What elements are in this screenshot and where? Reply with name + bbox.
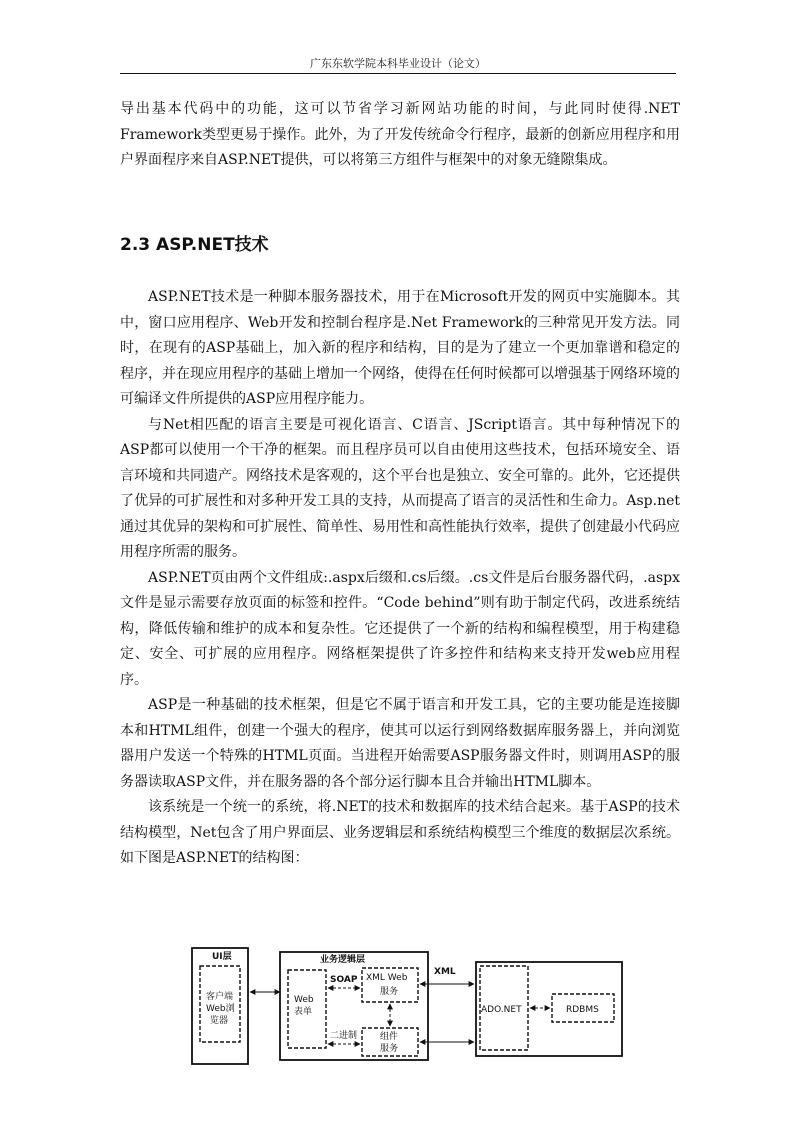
intro-block: [120, 97, 680, 174]
xml-label: XML: [434, 967, 456, 977]
client-label-1: 客户端: [206, 992, 234, 1002]
ui-layer-label: UI层: [212, 952, 232, 962]
page-header: 广东东软学院本科毕业设计（论文）: [310, 57, 486, 70]
paragraph-5: 该系统是一个统一的系统，将.NET的技术和数据库的技术结合起来。基于ASP的技术结构模型，Net包含了用户界面层、业务逻辑层和系统结构模型三个维度的数据层次系统。如下图是ASP.NET的结构图：: [120, 799, 680, 866]
xml-web-label: XML Web: [366, 973, 408, 983]
xml-service-label: 服务: [380, 987, 399, 997]
architecture-diagram: [190, 942, 630, 1072]
component-service-label: 服务: [380, 1044, 399, 1054]
paragraph-2: 与Net相匹配的语言主要是可视化语言、C语言、JScript语言。其中每种情况下的ASP都可以使用一个干净的框架。而且程序员可以自由使用这些技术，包括环境安全、语言环境和共同遗产。网络技术是客观的，这个平台也是独立、安全可靠的。此外，它还提供了优异的可扩展性和对多种开发工具的支持，从而提高了语言的灵活性和生命力。Asp.net通过其优异的架构和可扩展性、简单性、易用性和高性能执行效率，提供了创建最小代码应用程序所需的服务。: [120, 416, 680, 560]
client-label-3: 览器: [210, 1016, 229, 1026]
web-form-label-1: Web: [294, 995, 314, 1005]
binary-label: 二进制: [330, 1031, 358, 1041]
client-label-2: Web浏: [206, 1004, 235, 1014]
paragraph-1: ASP.NET技术是一种脚本服务器技术，用于在Microsoft开发的网页中实施脚本。其中，窗口应用程序、Web开发和控制台程序是.Net Framework的三种常见开发方法。同时，在现有的ASP基础上，加入新的程序和结构，目的是为了建立一个更加靠谱和稳定的程序，并在现应用程序的基础上增加一个网络，使得在任何时候都可以增强基于网络环境的可编译文件所提供的ASP应用程序能力。: [120, 289, 680, 407]
intro-paragraph: 导出基本代码中的功能，这可以节省学习新网站功能的时间，与此同时使得.NET Framework类型更易于操作。此外，为了开发传统命令行程序，最新的创新应用程序和用户界面程序来自ASP.NET提供，可以将第三方组件与框架中的对象无缝隙集成。: [120, 101, 680, 168]
paragraph-4: ASP是一种基础的技术框架，但是它不属于语言和开发工具，它的主要功能是连接脚本和HTML组件，创建一个强大的程序，使其可以运行到网络数据库服务器上，并向浏览器用户发送一个特殊的HTML页面。当进程开始需要ASP服务器文件时，则调用ASP的服务器读取ASP文件，并在服务器的各个部分运行脚本且合并输出HTML脚本。: [120, 697, 680, 790]
paragraph-3: ASP.NET页由两个文件组成:.aspx后缀和.cs后缀。.cs文件是后台服务器代码，.aspx文件是显示需要存放页面的标签和控件。“Code behind”则有助于制定代码，改进系统结构，降低传输和维护的成本和复杂性。它还提供了一个新的结构和编程模型，用于构建稳定、安全、可扩展的应用程序。网络框架提供了许多控件和结构来支持开发web应用程序。: [120, 569, 680, 688]
soap-label: SOAP: [330, 975, 358, 985]
web-form-label-2: 表单: [294, 1007, 313, 1017]
section-heading: 2.3 ASP.NET技术: [120, 235, 269, 255]
ado-label: ADO.NET: [481, 1005, 522, 1015]
rdbms-label: RDBMS: [566, 1005, 599, 1015]
section-body: [120, 285, 680, 872]
header-rule: [120, 73, 676, 74]
business-layer-label: 业务逻辑层: [320, 955, 366, 965]
architecture-diagram-svg: [190, 942, 630, 1072]
component-label: 组件: [380, 1032, 399, 1042]
